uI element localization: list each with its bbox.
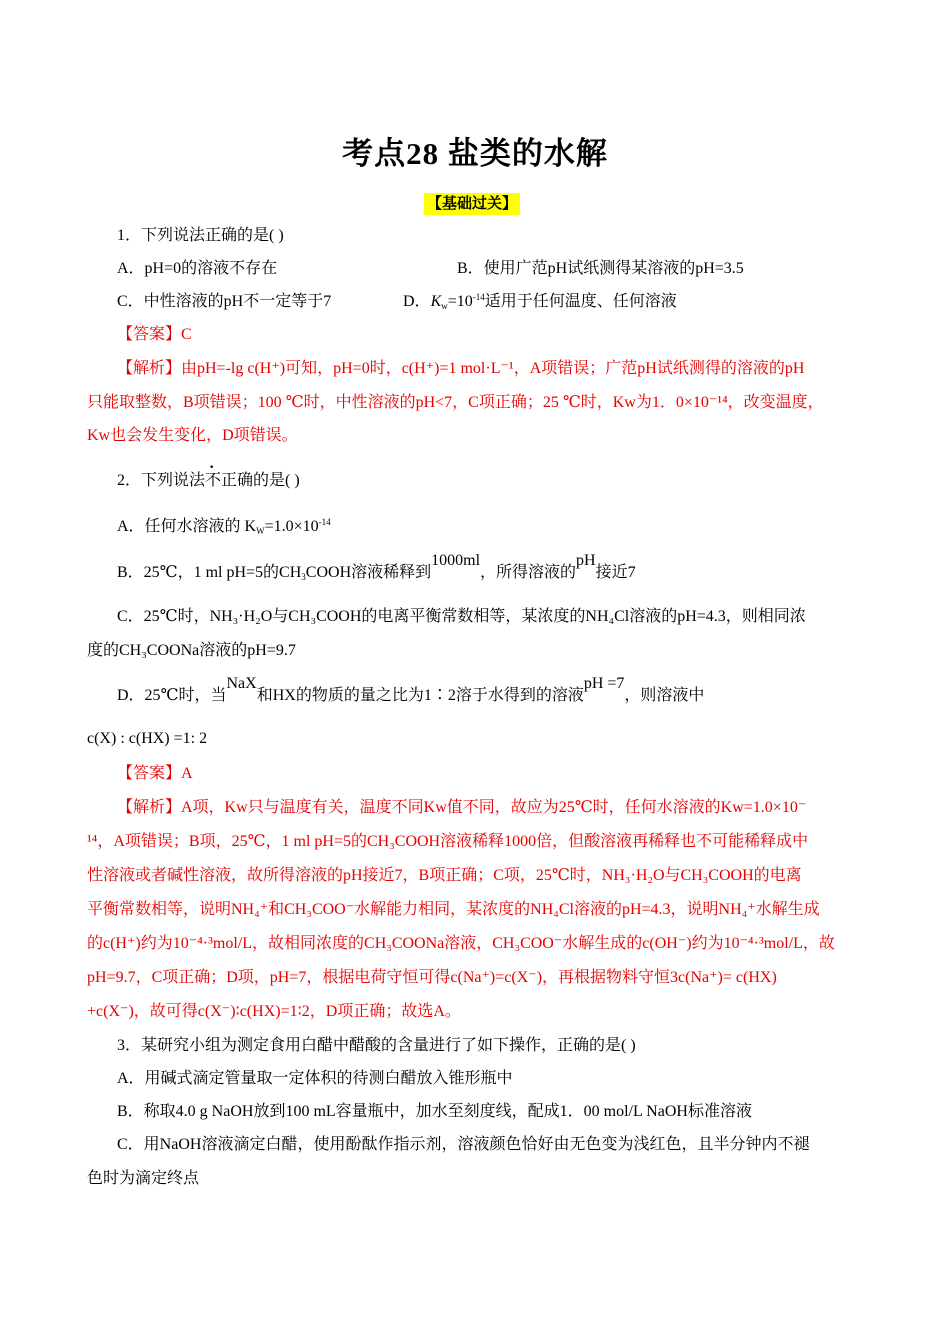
q2-explanation-line-3: 性溶液或者碱性溶液，故所得溶液的pH接近7，B项正确；C项，25℃时，NH₃·H₂O与CH₃COOH的电离: [87, 867, 802, 884]
q2-stem: 2．下列说法不正确的是( ): [117, 472, 300, 489]
q2-explanation-line-2: ¹⁴，A项错误；B项，25℃，1 ml pH=5的CH₃COOH溶液稀释1000倍，但酸溶液再稀释也不可能稀释成中: [87, 833, 809, 850]
q1-stem: 1．下列说法正确的是( ): [117, 227, 284, 244]
q2-option-b: B．25℃，1 ml pH=5的$CH_3COOH$溶液稀释到1000ml，所得溶液的pH接近7: [117, 552, 636, 582]
section-badge: 【基础过关】: [424, 193, 520, 215]
q1-option-d: D．$K_w=10^{-14}$适用于任何温度、任何溶液: [403, 292, 677, 311]
emphasis-dots: 不正确: [205, 472, 254, 489]
q1-explanation-line-3: Kw也会发生变化，D项错误。: [87, 427, 298, 444]
q2-option-d: D．25℃时，当NaX和HX的物质的量之比为1∶2溶于水得到的溶液pH =7，则溶液中: [117, 675, 705, 704]
q1-option-c: C．中性溶液的pH不一定等于7: [117, 293, 332, 310]
q2-explanation-line-5: 的c(H⁺)约为10⁻⁴·³mol/L，故相同浓度的CH₃COONa溶液，CH₃COO⁻水解生成的c(OH⁻)约为10⁻⁴·³mol/L，故: [87, 935, 835, 952]
q3-stem: 3．某研究小组为测定食用白醋中醋酸的含量进行了如下操作，正确的是( ): [117, 1037, 636, 1054]
q1-option-a: A．pH=0的溶液不存在: [117, 260, 278, 277]
q2-explanation-line-1: 【解析】A项，Kw只与温度有关，温度不同Kw值不同，故应为25℃时，任何水溶液的Kw=1.0×10⁻: [117, 799, 807, 816]
q2-option-d-formula: c(X) : c(HX) =1: 2: [87, 730, 208, 747]
q3-option-a: A．用碱式滴定管量取一定体积的待测白醋放入锥形瓶中: [117, 1070, 513, 1087]
q2-explanation-line-7: +c(X⁻)，故可得c(X⁻)∶c(HX)=1∶2，D项正确；故选A。: [87, 1003, 461, 1020]
q1-explanation-line-2: 只能取整数，B项错误；100 ℃时，中性溶液的pH<7，C项正确；25 ℃时，Kw为1．0×10⁻¹⁴，改变温度，: [87, 394, 824, 411]
q2-answer: 【答案】A: [117, 765, 193, 782]
q1-explanation-line-1: 【解析】由pH=-lg c(H⁺)可知，pH=0时，c(H⁺)=1 mol·L⁻¹，A项错误；广范pH试纸测得的溶液的pH: [117, 360, 805, 377]
q2-explanation-line-4: 平衡常数相等，说明NH₄⁺和CH₃COO⁻水解能力相同，某浓度的NH₄Cl溶液的pH=4.3，说明NH₄⁺水解生成: [87, 901, 820, 918]
q3-option-c-line-2: 色时为滴定终点: [87, 1170, 200, 1187]
q3-option-c-line-1: C．用NaOH溶液滴定白醋，使用酚酞作指示剂，溶液颜色恰好由无色变为浅红色，且半分钟内不褪: [117, 1136, 810, 1153]
q1-option-b: B．使用广范pH试纸测得某溶液的pH=3.5: [457, 260, 744, 277]
q1-answer: 【答案】C: [117, 326, 192, 343]
q2-explanation-line-6: pH=9.7，C项正确；D项，pH=7，根据电荷守恒可得c(Na⁺)=c(X⁻)，再根据物料守恒3c(Na⁺)= c(HX): [87, 969, 777, 986]
q3-option-b: B．称取4.0 g NaOH放到100 mL容量瓶中，加水至刻度线，配成1．00 mol/L NaOH标准溶液: [117, 1103, 752, 1120]
q2-option-a: A．任何水溶液的 $K_W=1.0\times 10^{-14}$: [117, 517, 331, 536]
q2-option-c-line-2: 度的CH₃COONa溶液的pH=9.7: [87, 642, 296, 659]
q2-option-c-line-1: C．25℃时，NH₃·H₂O与CH₃COOH的电离平衡常数相等，某浓度的NH₄Cl溶液的pH=4.3，则相同浓: [117, 608, 806, 625]
page-title: 考点28 盐类的水解: [342, 136, 608, 171]
